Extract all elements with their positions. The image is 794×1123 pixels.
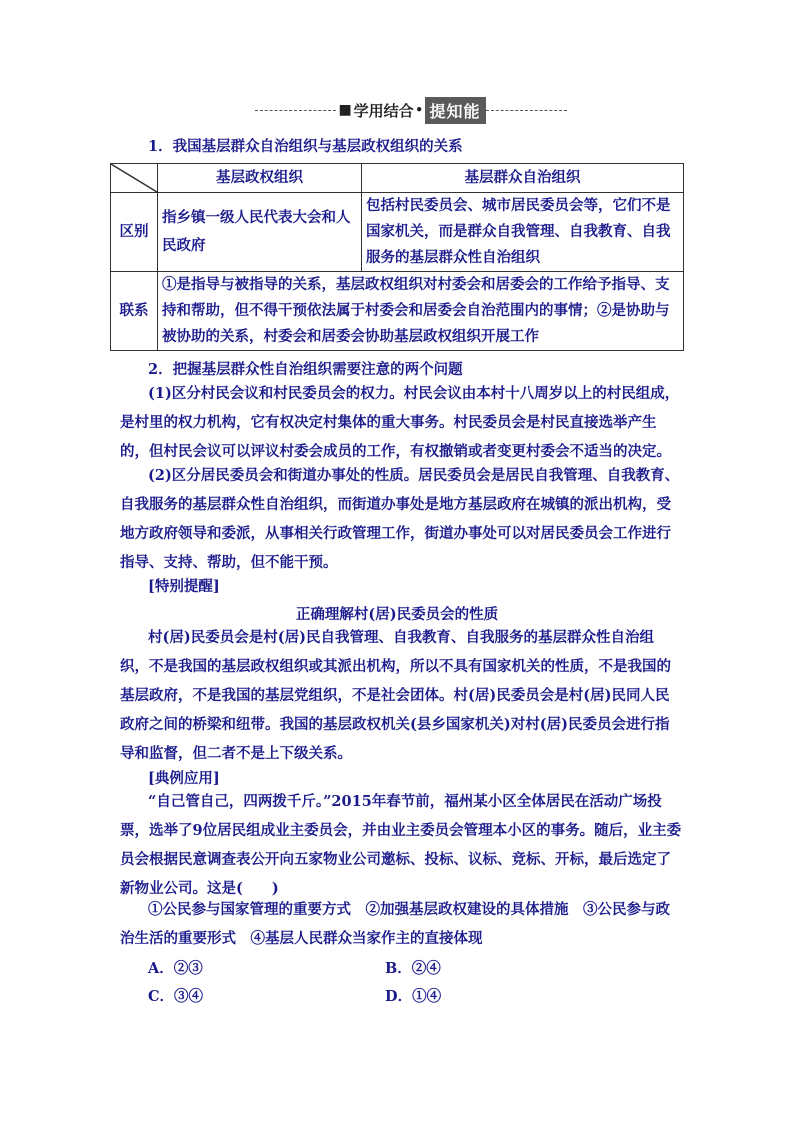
table-corner-cell xyxy=(111,164,158,193)
table-cell-government-difference: 指乡镇一级人民代表大会和人民政府 xyxy=(158,193,362,272)
example-stem: “自己管自己，四两拨千斤。”2015年春节前，福州某小区全体居民在活动广场投票，选举了9位居民组成业主委员会，并由业主委员会管理本小区的事务。随后，业主委员会根据民意调查表公开向五家物业公司邀标、投标、议标、竞标、开标，最后选定了新物业公司。这是( ) xyxy=(120,793,682,897)
banner-left-rule xyxy=(255,110,336,111)
section1-heading: 1．我国基层群众自治组织与基层政权组织的关系 xyxy=(148,138,463,155)
option-d: D．①④ xyxy=(385,988,442,1005)
reminder-title: 正确理解村(居)民委员会的性质 xyxy=(295,606,499,623)
option-c: C．③④ xyxy=(148,988,204,1005)
paragraph-residents-committee: (2)区分居民委员会和街道办事处的性质。居民委员会是居民自我管理、自我教育、自我服务的基层群众性自治组织，而街道办事处是地方基层政府在城镇的派出机构，受地方政府领导和委派，从事相关行政管理工作，街道办事处可以对居民委员会工作进行指导、支持、帮助，但不能干预。 xyxy=(120,467,680,571)
paragraph-village-assembly: (1)区分村民会议和村民委员会的权力。村民会议由本村十八周岁以上的村民组成，是村里的权力机构，它有权决定村集体的重大事务。村民委员会是村民直接选举产生的，但村民会议可以评议村委会成员的工作，有权撤销或者变更村委会不适当的决定。 xyxy=(120,385,680,460)
banner-dot: • xyxy=(414,101,424,119)
option-a: A．②③ xyxy=(148,960,203,977)
table-header-government: 基层政权组织 xyxy=(158,164,362,193)
table-row-label-connection: 联系 xyxy=(111,272,158,351)
special-reminder-label: [特别提醒] xyxy=(148,578,220,595)
square-bullet-icon: ■ xyxy=(338,102,352,118)
table-cell-connection: ①是指导与被指导的关系，基层政权组织对村委会和居委会的工作给予指导、支持和帮助，但不得干预依法属于村委会和居委会自治范围内的事情；②是协助与被协助的关系，村委会和居委会协助基层政权组织开展工作 xyxy=(158,272,684,351)
banner-left-text: 学用结合 xyxy=(353,101,414,120)
relation-table xyxy=(110,163,684,351)
banner-box-text: 提知能 xyxy=(425,97,486,124)
table-header-autonomy: 基层群众自治组织 xyxy=(362,164,684,193)
option-b: B．②④ xyxy=(385,960,441,977)
table-cell-autonomy-difference: 包括村民委员会、城市居民委员会等，它们不是国家机关，而是群众自我管理、自我教育、自我服务的基层群众性自治组织 xyxy=(362,193,684,272)
example-statements: ①公民参与国家管理的重要方式 ②加强基层政权建设的具体措施 ③公民参与政治生活的重要形式 ④基层人民群众当家作主的直接体现 xyxy=(120,901,670,947)
example-label: [典例应用] xyxy=(148,770,220,787)
section2-heading: 2．把握基层群众性自治组织需要注意的两个问题 xyxy=(148,361,463,378)
section-banner xyxy=(255,97,567,123)
reminder-paragraph: 村(居)民委员会是村(居)民自我管理、自我教育、自我服务的基层群众性自治组织，不是我国的基层政权组织或其派出机构，所以不具有国家机关的性质，不是我国的基层政府，不是我国的基层党组织，不是社会团体。村(居)民委员会是村(居)民同人民政府之间的桥梁和纽带。我国的基层政权机关(县乡国家机关)对村(居)民委员会进行指导和监督，但二者不是上下级关系。 xyxy=(120,629,671,762)
table-row-label-difference: 区别 xyxy=(111,193,158,272)
banner-right-rule xyxy=(486,110,567,111)
